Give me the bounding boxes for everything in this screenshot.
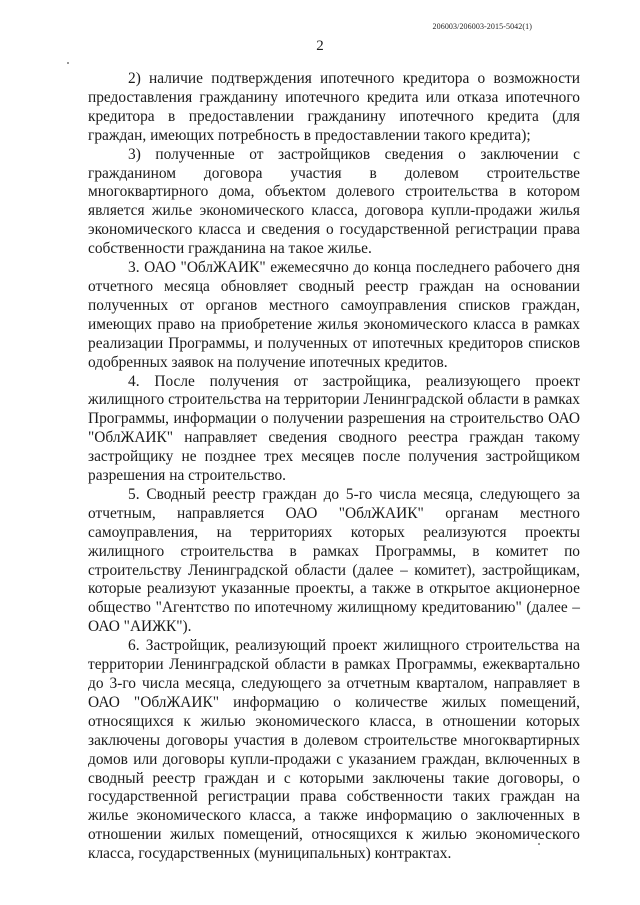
scan-speck xyxy=(538,843,540,845)
scan-speck xyxy=(67,62,69,64)
document-id: 206003/206003-2015-5042(1) xyxy=(432,22,532,31)
page-number: 2 xyxy=(316,38,324,54)
paragraph-section-5: 5. Сводный реестр граждан до 5-го числа месяца, следующего за отчетным, направляется ОАО "ОблЖАИК" органам местного самоуправления, на территориях которых реализуются проекты жилищного строительства в рамках Программы, в комитет по строительству Ленинградской области (далее – комитет), застройщикам, которые реализуют указанные проекты, а также в открытое акционерное общество "Агентство по ипотечному жилищному кредитованию" (далее – ОАО "АИЖК"). xyxy=(88,485,580,636)
paragraph-section-3: 3. ОАО "ОблЖАИК" ежемесячно до конца последнего рабочего дня отчетного месяца обновляет сводный реестр граждан на основании полученных от органов местного самоуправления списков граждан, имеющих право на приобретение жилья экономического класса в рамках реализации Программы, и полученных от ипотечных кредиторов списков одобренных заявок на получение ипотечных кредитов. xyxy=(88,259,580,371)
document-body xyxy=(88,70,580,864)
paragraph-section-6: 6. Застройщик, реализующий проект жилищного строительства на территории Ленинградской области в рамках Программы, ежеквартально до 3-го числа месяца, следующего за отчетным кварталом, направляет в ОАО "ОблЖАИК" информацию о количестве жилых помещений, относящихся к жилью экономического класса, в отношении которых заключены договоры участия в долевом строительстве многоквартирных домов или договоры купли-продажи с указанием граждан, включенных в сводный реестр граждан и с которыми заключены такие договоры, о государственной регистрации права собственности таких граждан на жилье экономического класса, а также информацию о заключенных в отношении жилых помещений, относящихся к жилью экономического класса, государственных (муниципальных) контрактах. xyxy=(88,637,580,863)
paragraph-item-2: 2) наличие подтверждения ипотечного кредитора о возможности предоставления гражданину ипотечного кредита или отказа ипотечного кредитора в предоставлении гражданину ипотечного кредита (для граждан, имеющих потребность в предоставлении такого кредита); xyxy=(88,70,580,144)
paragraph-item-3: 3) полученные от застройщиков сведения о заключении с гражданином договора участия в долевом строительстве многоквартирного дома, объектом долевого строительства в котором является жилье экономического класса, договора купли-продажи жилья экономического класса и сведения о государственной регистрации права собственности гражданина на такое жилье. xyxy=(88,145,580,258)
paragraph-section-4: 4. После получения от застройщика, реализующего проект жилищного строительства на территории Ленинградской области в рамках Программы, информации о получении разрешения на строительство ОАО "ОблЖАИК" направляет сведения сводного реестра граждан такому застройщику не позднее трех месяцев после получения застройщиком разрешения на строительство. xyxy=(88,372,580,485)
